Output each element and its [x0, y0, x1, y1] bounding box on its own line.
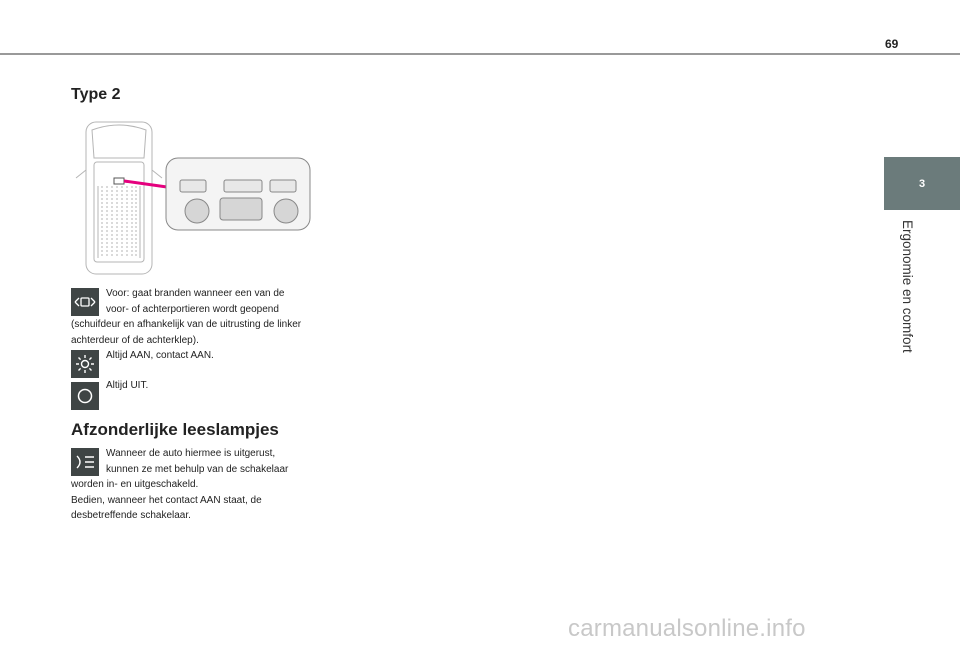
- section-title-type2: Type 2: [71, 86, 121, 103]
- chapter-title: Ergonomie en comfort: [900, 220, 915, 353]
- item-off-text: Altijd UIT.: [106, 380, 149, 391]
- item-on-text: Altijd AAN, contact AAN.: [106, 350, 214, 361]
- reading-line2: kunnen ze met behulp van de schakelaar: [106, 463, 289, 475]
- ceiling-lamp-unit: [166, 158, 310, 230]
- chapter-number: 3: [918, 177, 926, 190]
- header-rule: [0, 53, 960, 55]
- page-number: 69: [885, 37, 899, 51]
- lamp-location-marker: [114, 178, 124, 184]
- chapter-tab[interactable]: [884, 157, 960, 210]
- reading-line4: Bedien, wanneer het contact AAN staat, de desbetreffende schakelaar.: [71, 494, 262, 521]
- reading-line3: worden in- en uitgeschakeld.: [71, 479, 199, 490]
- reading-line1: Wanneer de auto hiermee is uitgerust,: [106, 448, 276, 459]
- section-title-reading-lamps: Afzonderlijke leeslampjes: [71, 420, 279, 439]
- reading-lamp-text: [71, 446, 321, 524]
- item-door-rest: (schuifdeur en afhankelijk van de uitrusting de linker achterdeur of de achterklep).: [71, 319, 302, 346]
- watermark: carmanualsonline.info: [568, 615, 806, 642]
- ceiling-lamp-illustration: [70, 118, 315, 278]
- item-door-text: [71, 286, 321, 348]
- item-door-line2: voor- of achterportieren wordt geopend: [106, 303, 279, 315]
- light-on-icon: [71, 350, 99, 378]
- item-door-line1: Voor: gaat branden wanneer een van de: [106, 288, 285, 299]
- light-off-icon: [71, 382, 99, 410]
- van-outline: [76, 122, 162, 274]
